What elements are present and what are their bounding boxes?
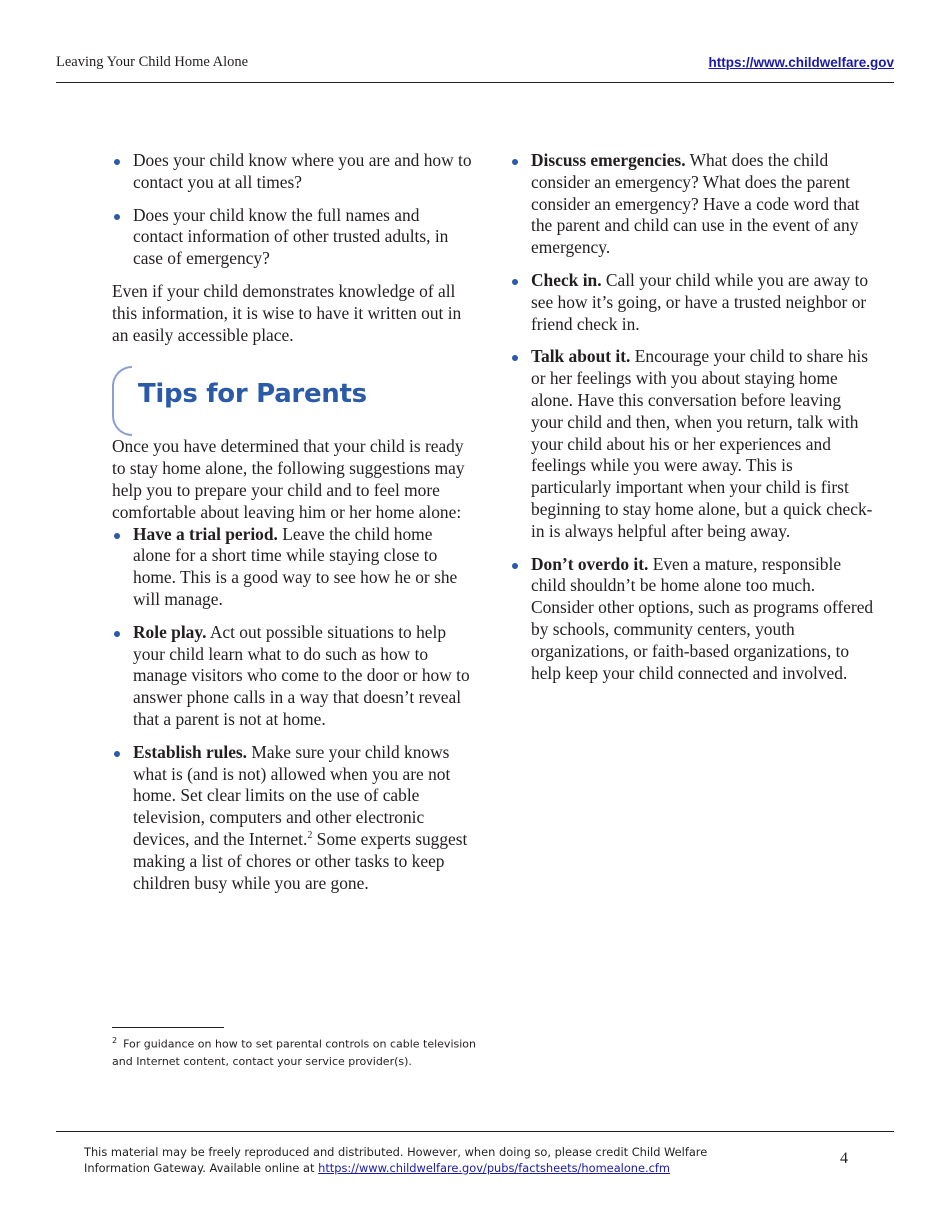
bullet-dot-icon	[512, 279, 518, 285]
tip-item	[112, 742, 472, 895]
tip-item	[510, 150, 875, 259]
bullet-dot-icon	[114, 751, 120, 757]
section-heading	[112, 366, 472, 436]
checklist-bullets	[112, 150, 472, 270]
footer-divider	[56, 1131, 894, 1132]
right-column	[510, 150, 875, 695]
footer-credit-text: This material may be freely reproduced and distributed. However, when doing so, please credit Child Welfare Information Gateway. Available online at	[84, 1145, 708, 1175]
list-item	[112, 205, 472, 270]
tip-text: Make sure your child knows what is (and is not) allowed when you are not home. Set clear limits on the use of cable television, computers and other electronic devices, and the Internet.	[133, 741, 451, 849]
footnote-text: For guidance on how to set parental controls on cable television and Internet content, contact your service provider(s).	[112, 1037, 476, 1068]
tip-text: Some experts suggest making a list of chores or other tasks to keep children busy while you are gone.	[133, 828, 468, 893]
tip-text: Even a mature, responsible child shouldn’t be home alone too much. Consider other options, such as programs offered by schools, community centers, youth organizations, or faith-based organizations, to help keep your child connected and involved.	[531, 553, 874, 683]
tip-text: Call your child while you are away to see how it’s going, or have a trusted neighbor or friend check in.	[531, 269, 869, 334]
tip-lead: Discuss emergencies.	[531, 150, 686, 170]
footer-credit	[84, 1144, 764, 1176]
tip-item	[510, 346, 875, 542]
footer-factsheet-link[interactable]: https://www.childwelfare.gov/pubs/factsheets/homealone.cfm	[318, 1161, 671, 1175]
tip-text: Encourage your child to share his or her feelings with you about staying home alone. Have this conversation before leaving your child and then, when you return, talk with your child about his or her experiences and feelings while you were away. This is particularly important when your child is first beginning to stay home alone, but a quick check-in is always helpful after being away.	[531, 346, 873, 541]
tip-lead: Don’t overdo it.	[531, 553, 649, 574]
tip-lead: Check in.	[531, 269, 602, 290]
body-paragraph: Even if your child demonstrates knowledge of all this information, it is wise to have it written out in an easily accessible place.	[112, 280, 462, 345]
bracket-decoration	[112, 366, 132, 436]
bullet-dot-icon	[512, 355, 518, 361]
tip-lead: Establish rules.	[133, 741, 248, 762]
bullet-dot-icon	[114, 533, 120, 539]
tip-item	[510, 554, 875, 685]
header-divider	[56, 82, 894, 83]
footnote-divider	[112, 1027, 224, 1028]
footnote-ref[interactable]: 2	[307, 830, 313, 842]
header-site-link[interactable]: https://www.childwelfare.gov	[708, 55, 894, 70]
tips-list-left	[112, 524, 472, 895]
left-column	[112, 150, 472, 905]
tip-lead: Have a trial period.	[133, 523, 278, 544]
tip-text: Act out possible situations to help your child learn what to do such as how to manage visitors who come to the door or how to answer phone calls in a way that doesn’t reveal that a parent is not at home.	[133, 621, 470, 729]
bullet-dot-icon	[114, 631, 120, 637]
list-item-text: Does your child know where you are and how to contact you at all times?	[133, 150, 472, 192]
footnote-mark: 2	[112, 1036, 118, 1045]
list-item	[112, 150, 472, 194]
tip-lead: Talk about it.	[531, 346, 631, 367]
bullet-dot-icon	[512, 563, 518, 569]
tips-list-right	[510, 150, 875, 684]
list-item-text: Does your child know the full names and contact information of other trusted adults, in case of emergency?	[133, 204, 449, 269]
footnote	[112, 1032, 492, 1070]
tip-text: Leave the child home alone for a short time while staying close to home. This is a good way to see how he or she will manage.	[133, 523, 458, 609]
tip-item	[510, 270, 875, 335]
section-title: Tips for Parents	[138, 379, 367, 410]
tip-text: What does the child consider an emergency? What does the parent consider an emergency? Have a code word that the parent and child can use in the event of any emergency.	[531, 150, 860, 258]
bullet-dot-icon	[114, 214, 120, 220]
bullet-dot-icon	[114, 159, 120, 165]
running-header-title: Leaving Your Child Home Alone	[56, 54, 249, 70]
bullet-dot-icon	[512, 159, 518, 165]
tip-item	[112, 524, 472, 611]
tip-lead: Role play.	[133, 621, 207, 642]
page-number: 4	[840, 1150, 848, 1167]
tip-item	[112, 622, 472, 731]
intro-paragraph: Once you have determined that your child is ready to stay home alone, the following suggestions may help you to prepare your child and to feel more comfortable about leaving him or her home alone:	[112, 436, 465, 522]
